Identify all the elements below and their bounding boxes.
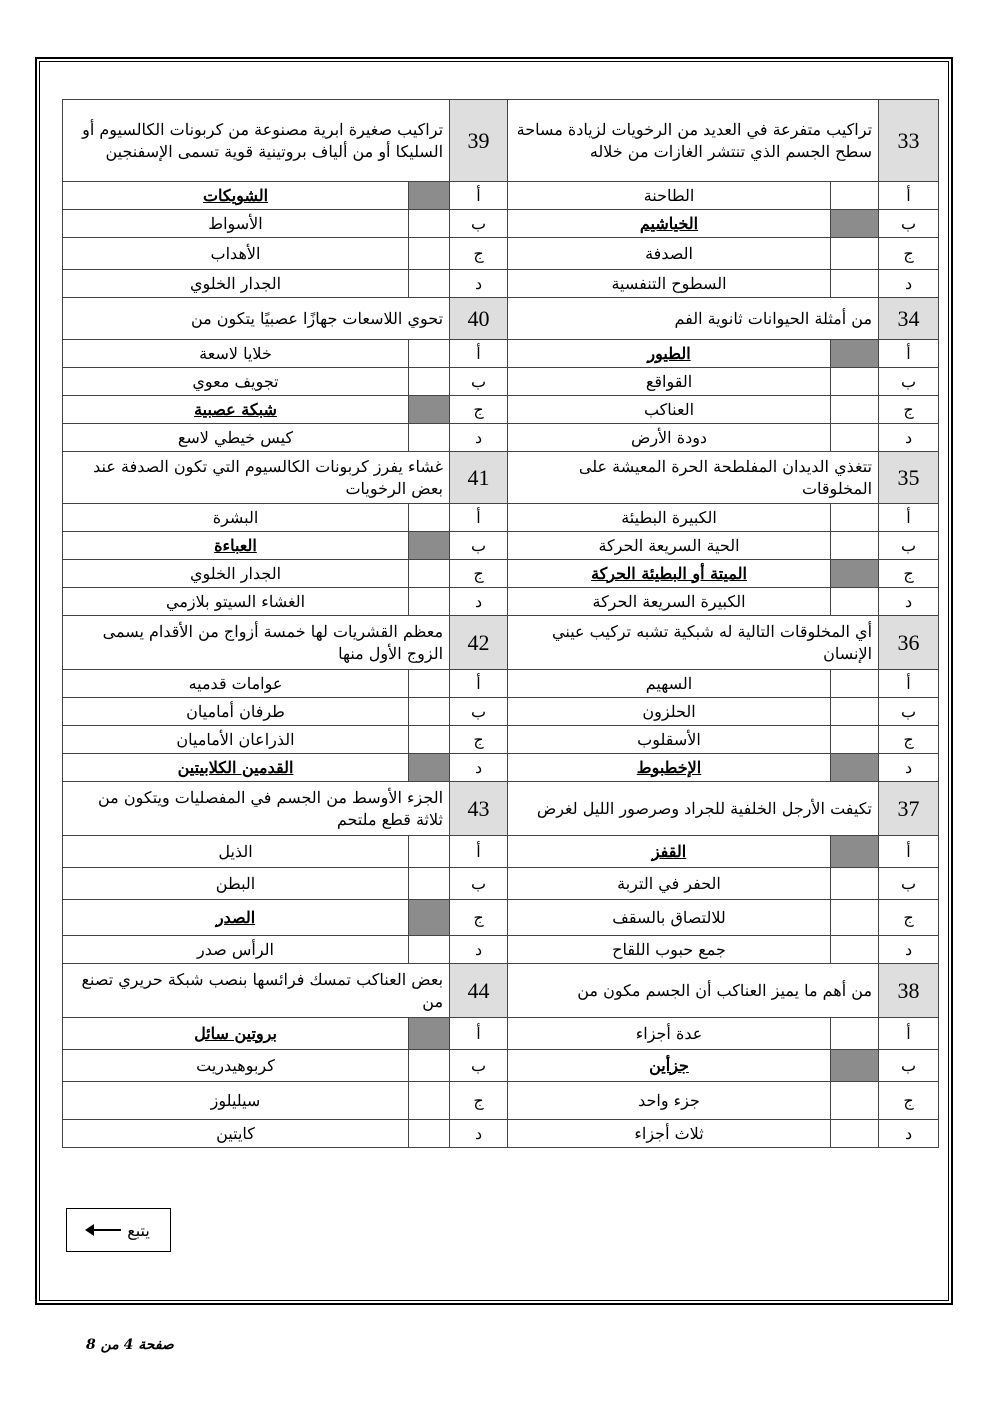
answer-mark-selected[interactable]	[409, 396, 450, 424]
option-row	[63, 726, 939, 754]
exam-questions-table	[62, 99, 939, 1148]
option-letter: د	[879, 936, 939, 964]
question-row	[63, 964, 939, 1018]
option-row	[63, 1050, 939, 1082]
question-number: 37	[879, 782, 939, 836]
option-row	[63, 1082, 939, 1120]
option-row	[63, 270, 939, 298]
option-letter: أ	[879, 836, 939, 868]
continue-indicator	[66, 1208, 171, 1252]
question-row	[63, 452, 939, 504]
option-row	[63, 698, 939, 726]
option-letter: ب	[879, 210, 939, 238]
option-letter: د	[450, 270, 508, 298]
question-number: 36	[879, 616, 939, 670]
option-text: السطوح التنفسية	[508, 270, 831, 298]
option-letter: ب	[450, 698, 508, 726]
question-text: من أهم ما يميز العناكب أن الجسم مكون من	[508, 964, 879, 1018]
option-letter: ج	[879, 1082, 939, 1120]
answer-mark-box[interactable]	[409, 368, 450, 396]
option-letter: ج	[879, 726, 939, 754]
answer-mark-box[interactable]	[831, 868, 879, 900]
answer-mark-selected[interactable]	[831, 836, 879, 868]
question-row	[63, 100, 939, 182]
option-letter: د	[879, 424, 939, 452]
option-row	[63, 588, 939, 616]
option-row	[63, 560, 939, 588]
question-text: غشاء يفرز كربونات الكالسيوم التي تكون الصدفة عند بعض الرخويات	[63, 452, 450, 504]
answer-mark-box[interactable]	[409, 868, 450, 900]
option-letter: ب	[450, 532, 508, 560]
question-text: بعض العناكب تمسك فرائسها بنصب شبكة حريري تصنع من	[63, 964, 450, 1018]
option-text: جزء واحد	[508, 1082, 831, 1120]
question-row	[63, 782, 939, 836]
option-text: الأسقلوب	[508, 726, 831, 754]
option-row	[63, 836, 939, 868]
answer-mark-box[interactable]	[831, 532, 879, 560]
option-row	[63, 182, 939, 210]
option-row	[63, 238, 939, 270]
option-row	[63, 754, 939, 782]
option-letter: د	[450, 1120, 508, 1148]
answer-mark-box[interactable]	[409, 560, 450, 588]
option-text: كربوهيدريت	[63, 1050, 409, 1082]
answer-mark-box[interactable]	[831, 900, 879, 936]
option-letter: أ	[450, 1018, 508, 1050]
option-letter: ج	[450, 1082, 508, 1120]
option-letter: د	[879, 754, 939, 782]
option-letter: أ	[879, 670, 939, 698]
question-text: تكيفت الأرجل الخلفية للجراد وصرصور الليل لغرض	[508, 782, 879, 836]
answer-mark-selected[interactable]	[409, 754, 450, 782]
answer-mark-box[interactable]	[409, 210, 450, 238]
option-text: دودة الأرض	[508, 424, 831, 452]
answer-mark-box[interactable]	[409, 698, 450, 726]
option-letter: ج	[450, 900, 508, 936]
option-text-correct: الإخطبوط	[508, 754, 831, 782]
option-text: للالتصاق بالسقف	[508, 900, 831, 936]
option-text: البطن	[63, 868, 409, 900]
option-text: العناكب	[508, 396, 831, 424]
answer-mark-box[interactable]	[409, 588, 450, 616]
answer-mark-box[interactable]	[831, 588, 879, 616]
option-text: الأهداب	[63, 238, 409, 270]
question-text: تحوي اللاسعات جهازًا عصبيًا يتكون من	[63, 298, 450, 340]
option-text: عوامات قدميه	[63, 670, 409, 698]
option-text: الذيل	[63, 836, 409, 868]
option-text: الحلزون	[508, 698, 831, 726]
question-text: أي المخلوقات التالية له شبكية تشبه تركيب عيني الإنسان	[508, 616, 879, 670]
option-row	[63, 424, 939, 452]
option-letter: د	[879, 1120, 939, 1148]
answer-mark-selected[interactable]	[831, 210, 879, 238]
option-text: الصدفة	[508, 238, 831, 270]
answer-mark-box[interactable]	[831, 182, 879, 210]
answer-mark-box[interactable]	[409, 424, 450, 452]
option-text: الأسواط	[63, 210, 409, 238]
answer-mark-box[interactable]	[409, 1050, 450, 1082]
question-row	[63, 298, 939, 340]
option-letter: ج	[450, 560, 508, 588]
option-letter: أ	[450, 504, 508, 532]
answer-mark-box[interactable]	[409, 726, 450, 754]
option-letter: ج	[879, 900, 939, 936]
question-number: 42	[450, 616, 508, 670]
option-text: سيليلوز	[63, 1082, 409, 1120]
answer-mark-selected[interactable]	[831, 560, 879, 588]
answer-mark-box[interactable]	[831, 368, 879, 396]
answer-mark-selected[interactable]	[409, 900, 450, 936]
answer-mark-box[interactable]	[409, 1120, 450, 1148]
question-number: 40	[450, 298, 508, 340]
option-text-correct: العباءة	[63, 532, 409, 560]
option-letter: د	[450, 424, 508, 452]
option-letter: ب	[450, 210, 508, 238]
option-text: القواقع	[508, 368, 831, 396]
question-number: 35	[879, 452, 939, 504]
arrow-left-icon	[87, 1229, 121, 1231]
question-number: 34	[879, 298, 939, 340]
answer-mark-box[interactable]	[831, 936, 879, 964]
answer-mark-box[interactable]	[831, 238, 879, 270]
answer-mark-box[interactable]	[409, 270, 450, 298]
option-letter: ج	[879, 560, 939, 588]
option-text: الكبيرة البطيئة	[508, 504, 831, 532]
answer-mark-box[interactable]	[831, 726, 879, 754]
option-letter: ج	[879, 238, 939, 270]
option-text-correct: شبكة عصبية	[63, 396, 409, 424]
question-text: الجزء الأوسط من الجسم في المفصليات ويتكون من ثلاثة قطع ملتحم	[63, 782, 450, 836]
option-text-correct: جزأين	[508, 1050, 831, 1082]
option-text: الرأس صدر	[63, 936, 409, 964]
option-text: البشرة	[63, 504, 409, 532]
answer-mark-selected[interactable]	[831, 340, 879, 368]
option-text-correct: القفز	[508, 836, 831, 868]
option-text: الحية السريعة الحركة	[508, 532, 831, 560]
answer-mark-box[interactable]	[409, 836, 450, 868]
option-letter: أ	[450, 182, 508, 210]
option-row	[63, 532, 939, 560]
question-number: 41	[450, 452, 508, 504]
option-letter: أ	[450, 670, 508, 698]
option-letter: د	[450, 588, 508, 616]
option-text-correct: بروتين سائل	[63, 1018, 409, 1050]
answer-mark-selected[interactable]	[409, 1018, 450, 1050]
option-letter: ب	[879, 868, 939, 900]
question-number: 33	[879, 100, 939, 182]
option-letter: ب	[450, 1050, 508, 1082]
option-row	[63, 936, 939, 964]
question-number: 39	[450, 100, 508, 182]
option-row	[63, 1018, 939, 1050]
option-row	[63, 868, 939, 900]
answer-mark-box[interactable]	[831, 396, 879, 424]
option-text-correct: الشويكات	[63, 182, 409, 210]
option-text: الجدار الخلوي	[63, 560, 409, 588]
option-letter: د	[450, 754, 508, 782]
option-text: الجدار الخلوي	[63, 270, 409, 298]
option-row	[63, 670, 939, 698]
answer-mark-box[interactable]	[409, 670, 450, 698]
option-letter: د	[879, 588, 939, 616]
option-letter: د	[879, 270, 939, 298]
answer-mark-box[interactable]	[831, 1082, 879, 1120]
answer-mark-box[interactable]	[831, 1120, 879, 1148]
question-text: تتغذي الديدان المفلطحة الحرة المعيشة على المخلوقات	[508, 452, 879, 504]
option-text: تجويف معوي	[63, 368, 409, 396]
option-text: ثلاث أجزاء	[508, 1120, 831, 1148]
option-text: عدة أجزاء	[508, 1018, 831, 1050]
question-number: 43	[450, 782, 508, 836]
continue-label: يتبع	[127, 1220, 150, 1240]
option-text-correct: الصدر	[63, 900, 409, 936]
answer-mark-box[interactable]	[831, 698, 879, 726]
option-text-correct: الطيور	[508, 340, 831, 368]
option-letter: ب	[879, 698, 939, 726]
answer-mark-selected[interactable]	[831, 1050, 879, 1082]
option-letter: ج	[450, 238, 508, 270]
question-text: من أمثلة الحيوانات ثانوية الفم	[508, 298, 879, 340]
answer-mark-box[interactable]	[831, 1018, 879, 1050]
option-text: الغشاء السيتو بلازمي	[63, 588, 409, 616]
option-text: الحفر في التربة	[508, 868, 831, 900]
option-letter: ب	[879, 368, 939, 396]
option-letter: أ	[879, 340, 939, 368]
option-row	[63, 1120, 939, 1148]
option-row	[63, 504, 939, 532]
answer-mark-box[interactable]	[831, 504, 879, 532]
option-letter: ب	[879, 1050, 939, 1082]
question-number: 44	[450, 964, 508, 1018]
option-letter: ج	[450, 726, 508, 754]
option-letter: أ	[879, 1018, 939, 1050]
option-letter: ب	[450, 868, 508, 900]
option-text: السهيم	[508, 670, 831, 698]
option-letter: أ	[450, 836, 508, 868]
option-letter: د	[450, 936, 508, 964]
page-number: صفحة 4 من 8	[86, 1337, 174, 1353]
option-text: طرفان أماميان	[63, 698, 409, 726]
option-text: الذراعان الأماميان	[63, 726, 409, 754]
answer-mark-selected[interactable]	[409, 182, 450, 210]
option-text: خلايا لاسعة	[63, 340, 409, 368]
answer-mark-box[interactable]	[831, 270, 879, 298]
answer-mark-box[interactable]	[409, 936, 450, 964]
option-row	[63, 900, 939, 936]
option-text: كيس خيطي لاسع	[63, 424, 409, 452]
option-letter: ب	[450, 368, 508, 396]
option-letter: أ	[450, 340, 508, 368]
answer-mark-box[interactable]	[831, 670, 879, 698]
answer-mark-box[interactable]	[409, 504, 450, 532]
answer-mark-box[interactable]	[409, 1082, 450, 1120]
option-letter: ج	[450, 396, 508, 424]
question-text: تراكيب صغيرة ابرية مصنوعة من كربونات الكالسيوم أو السليكا أو من ألياف بروتينية قوية تسمى الإسفنجين	[63, 100, 450, 182]
option-text: كايتين	[63, 1120, 409, 1148]
option-letter: ب	[879, 532, 939, 560]
option-letter: ج	[879, 396, 939, 424]
option-row	[63, 396, 939, 424]
option-text-correct: الميتة أو البطيئة الحركة	[508, 560, 831, 588]
option-text: الطاحنة	[508, 182, 831, 210]
option-letter: أ	[879, 504, 939, 532]
option-row	[63, 340, 939, 368]
question-text: معظم القشريات لها خمسة أزواج من الأقدام يسمى الزوج الأول منها	[63, 616, 450, 670]
answer-mark-selected[interactable]	[409, 532, 450, 560]
answer-mark-selected[interactable]	[831, 754, 879, 782]
option-text: جمع حبوب اللقاح	[508, 936, 831, 964]
question-text: تراكيب متفرعة في العديد من الرخويات لزيادة مساحة سطح الجسم الذي تنتشر الغازات من خلاله	[508, 100, 879, 182]
question-number: 38	[879, 964, 939, 1018]
option-row	[63, 210, 939, 238]
option-row	[63, 368, 939, 396]
answer-mark-box[interactable]	[831, 424, 879, 452]
answer-mark-box[interactable]	[409, 238, 450, 270]
question-row	[63, 616, 939, 670]
option-text-correct: القدمين الكلابيتين	[63, 754, 409, 782]
option-text: الكبيرة السريعة الحركة	[508, 588, 831, 616]
option-letter: أ	[879, 182, 939, 210]
option-text-correct: الخياشيم	[508, 210, 831, 238]
answer-mark-box[interactable]	[409, 340, 450, 368]
